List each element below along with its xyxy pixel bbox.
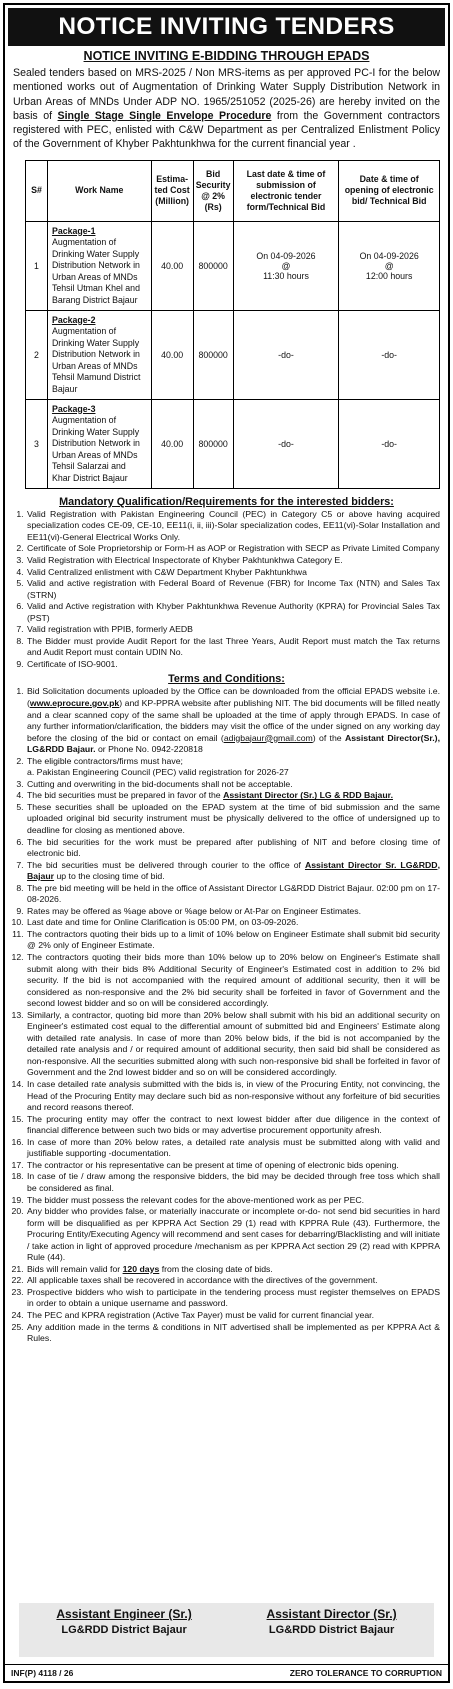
- cell-sno: 2: [26, 310, 48, 399]
- list-item: 8. The Bidder must provide Audit Report for the last Three Years, Audit Report must match the Tax returns and Audit Report must contain UDIN No.: [26, 636, 440, 659]
- qualification-heading: Mandatory Qualification/Requirements for the interested bidders:: [59, 495, 394, 508]
- header-last-date: Last date & time of submission of electronic tender form/Technical Bid: [233, 160, 339, 221]
- footer-reference: INF(P) 4118 / 26: [11, 1668, 74, 1678]
- email-link[interactable]: adigbajaur@gmail.com: [223, 732, 313, 743]
- header-sno: S#: [26, 160, 48, 221]
- signature-assistant-director: Assistant Director (Sr.) LG&RDD District Bajaur: [266, 1607, 397, 1636]
- cell-cost: 40.00: [151, 221, 193, 310]
- list-item: 17. The contractor or his representative can be present at time of opening of electronic bids opening.: [26, 1160, 440, 1172]
- list-item: 10. Last date and time for Online Clarification is 05:00 PM, on 03-09-2026.: [26, 917, 440, 929]
- package-label: Package-3: [51, 403, 96, 414]
- list-item: 21. Bids will remain valid for 120 days from the closing date of bids.: [26, 1264, 440, 1276]
- cell-work: Package-2 Augmentation of Drinking Water Supply Distribution Network in Urban Areas of MNDs Tehsil Mamund District Bajaur: [47, 310, 151, 399]
- table-header-row: [26, 160, 440, 221]
- cell-last-date: On 04-09-2026 @ 11:30 hours: [233, 221, 339, 310]
- procedure-highlight: Single Stage Single Envelope Procedure: [57, 109, 272, 122]
- tender-notice: [3, 3, 450, 1683]
- eprocure-link[interactable]: www.eprocure.gov.pk: [29, 697, 120, 708]
- list-item: 2. The eligible contractors/firms must have; a. Pakistan Engineering Council (PEC) valid registration for 2026-27: [26, 756, 440, 779]
- cell-sno: 3: [26, 399, 48, 488]
- cell-opening: -do-: [339, 399, 440, 488]
- terms-list: [13, 686, 440, 1344]
- header-opening: Date & time of opening of electronic bid/ Technical Bid: [339, 160, 440, 221]
- list-item: 14. In case detailed rate analysis submitted with the bids is, in view of the Procuring Entity, not convincing, the Head of the Procuring Entity may declare such bid as non-responsive without any forfeiture of bid securities and record reasons thereof.: [26, 1079, 440, 1114]
- list-item: 4. The bid securities must be prepared in favor of the Assistant Director (Sr.) LG & RDD Bajaur.: [26, 790, 440, 802]
- list-item: 15. The procuring entity may offer the contract to next lowest bidder after due diligence in the context of financial difference between such two bids or may advertise procurement opportunity afresh.: [26, 1114, 440, 1137]
- footer-bar: [5, 1664, 448, 1681]
- package-label: Package-2: [51, 314, 96, 325]
- table-row: [26, 310, 440, 399]
- signature-assistant-engineer: Assistant Engineer (Sr.) LG&RDD District Bajaur: [56, 1607, 192, 1636]
- qualification-list: [13, 509, 440, 671]
- header-security: Bid Security @ 2% (Rs): [193, 160, 233, 221]
- table-row: [26, 399, 440, 488]
- list-item: 6. Valid and Active registration with Khyber Pakhtunkhwa Revenue Authority (KPRA) for Provincial Sales Tax (PST): [26, 601, 440, 624]
- cell-opening: On 04-09-2026 @ 12:00 hours: [339, 221, 440, 310]
- cell-security: 800000: [193, 310, 233, 399]
- cell-sno: 1: [26, 221, 48, 310]
- notice-subtitle: NOTICE INVITING E-BIDDING THROUGH EPADS: [83, 49, 370, 63]
- list-item: 19. The bidder must possess the relevant codes for the above-mentioned work as per PEC.: [26, 1195, 440, 1207]
- list-item: 20. Any bidder who provides false, or materially inaccurate or incomplete or-do- not send bid securities in hard form will be disqualified as per KPPRA Act Section 29 (1) read with KPPRA Rule (43). Furthermore, the Procuring Entity/Executing Agency will recommend and sent cases for debarring/Blacklisting and will initiate / take action in light of approved procedure /mechanism as per KPPRA Act section 29 (2) read with KPPRA Rule (44).: [26, 1206, 440, 1264]
- header-work: Work Name: [47, 160, 151, 221]
- cell-opening: -do-: [339, 310, 440, 399]
- list-item: 9. Certificate of ISO-9001.: [26, 659, 440, 671]
- cell-work: Package-1 Augmentation of Drinking Water Supply Distribution Network in Urban Areas of MNDs Tehsil Utman Khel and Barang District Bajaur: [47, 221, 151, 310]
- list-item: 22. All applicable taxes shall be recovered in accordance with the directives of the government.: [26, 1275, 440, 1287]
- list-item: 3. Valid Registration with Electrical Inspectorate of Khyber Pakhtunkhwa Category E.: [26, 555, 440, 567]
- list-item: 8. The pre bid meeting will be held in the office of Assistant Director LG&RDD District Bajaur. 02:00 pm on 17-08-2026.: [26, 883, 440, 906]
- list-item: 25. Any addition made in the terms & conditions in NIT advertised shall be implemented as per KPPRA Act & Rules.: [26, 1322, 440, 1345]
- list-item: 18. In case of tie / draw among the responsive bidders, the bid may be decided through free toss which shall be considered as final.: [26, 1171, 440, 1194]
- cell-cost: 40.00: [151, 399, 193, 488]
- list-item: 6. The bid securities for the work must be prepared after publishing of NIT and before closing time of electronic bid.: [26, 837, 440, 860]
- list-item: 16. In case of more than 20% below rates, a detailed rate analysis must be submitted along with valid and justifiable supporting -documentation.: [26, 1137, 440, 1160]
- terms-heading: Terms and Conditions:: [168, 673, 285, 686]
- list-item: 4. Valid Centralized enlistment with C&W Department Khyber Pakhtunkhwa: [26, 567, 440, 579]
- footer-slogan: ZERO TOLERANCE TO CORRUPTION: [289, 1668, 442, 1678]
- cell-last-date: -do-: [233, 310, 339, 399]
- cell-work: Package-3 Augmentation of Drinking Water Supply Distribution Network in Urban Areas of MNDs Tehsil Salarzai and Khar District Bajaur: [47, 399, 151, 488]
- list-item: 9. Rates may be offered as %age above or %age below or At-Par on Engineer Estimates.: [26, 906, 440, 918]
- works-table: [25, 160, 440, 489]
- list-item: 13. Similarly, a contractor, quoting bid more than 20% below shall submit with his bid an additional security on Engineer's estimated cost equal to the differential amount of submitted bid and Engineers' Estimate along with detailed rate analysis. In case of more than 20% below bids, if the bid is not accompanied by the detailed rate analysis and / or required amount of additional security, then said bid shall be considered as non-responsive. All the securities submitted along with such non-responsive bid shall be forfeited in favor of Government and the 2nd lowest bidder and so on will be considered accordingly.: [26, 1010, 440, 1079]
- list-item: 5. Valid and active registration with Federal Board of Revenue (FBR) for Income Tax (NTN) and Sales Tax (STRN): [26, 578, 440, 601]
- list-item: 11. The contractors quoting their bids up to a limit of 10% below on Engineer Estimate shall submit bid security @ 2% only of Engineer Estimate.: [26, 929, 440, 952]
- list-item: 7. Valid registration with PPIB, formerly AEDB: [26, 624, 440, 636]
- list-item: 12. The contractors quoting their bids more than 10% below up to 20% below on Engineer's Estimate shall submit along with their bids 8% Additional Security of Engineer's Estimated cost in addition to 2% bid security. If the bid is not accompanied with the required amount of additional security, then it will be considered as non-responsive and the 2% bid security shall be forfeited in favor of Government and the second lowest bidder and so on will be considered accordingly.: [26, 952, 440, 1010]
- list-item: 24. The PEC and KPRA registration (Active Tax Payer) must be valid for current financial year.: [26, 1310, 440, 1322]
- header-cost: Estima-ted Cost (Million): [151, 160, 193, 221]
- list-item: 2. Certificate of Sole Proprietorship or Form-H as AOP or Registration with SECP as Private Limited Company: [26, 543, 440, 555]
- cell-last-date: -do-: [233, 399, 339, 488]
- list-item: 1. Bid Solicitation documents uploaded by the Office can be downloaded from the official EPADS website i.e. (www.eprocure.gov.pk) and KP-PPRA website after publishing NIT. The bid documents will be filled neatly and a clear scanned copy of the same shall be uploaded at the time of apply through EPADS. In case of any further information/clarification, the bidders may visit the office of the under signed on any working day before the closing of the bid or contact on email (adigbajaur@gmail.com) of the Assistant Director(Sr.), LG&RDD Bajaur. or Phone No. 0942-220818: [26, 686, 440, 755]
- list-item: 23. Prospective bidders who wish to participate in the tendering process must register themselves on EPADS in order to obtain a unique username and password.: [26, 1287, 440, 1310]
- list-item: 7. The bid securities must be delivered through courier to the office of Assistant Director Sr. LG&RDD, Bajaur up to the closing time of bid.: [26, 860, 440, 883]
- intro-paragraph: Sealed tenders based on MRS-2025 / Non MRS-items as per approved PC-I for the below mentioned works out of Augmentation of Drinking Water Supply Distribution Network in Urban Areas of MNDs Under ADP NO. 1965/251052 (2025-26) are hereby invited on the basis of Single Stage Single Envelope Procedure from the Government contractors registered with PEC, enlisted with C&W Department as per Centralized Enlistment Policy of the Government of Khyber Pakhtunkhwa for the current financial year .: [13, 67, 440, 151]
- notice-title: NOTICE INVITING TENDERS: [8, 8, 445, 46]
- signature-block: [19, 1603, 434, 1657]
- list-item: 3. Cutting and overwriting in the bid-documents shall not be acceptable.: [26, 779, 440, 791]
- table-row: [26, 221, 440, 310]
- cell-security: 800000: [193, 399, 233, 488]
- package-label: Package-1: [51, 225, 96, 236]
- cell-cost: 40.00: [151, 310, 193, 399]
- cell-security: 800000: [193, 221, 233, 310]
- list-item: 5. These securities shall be uploaded on the EPAD system at the time of bid submission and the same uploaded original bid security instrument must be physically delivered to the office of undersigned up to deadline for closing as mentioned above.: [26, 802, 440, 837]
- list-item: 1. Valid Registration with Pakistan Engineering Council (PEC) in Category C5 or above having acquired specialization codes CE-09, CE-10, EE11(i, ii, iii)-Solar specialization codes, EE11(vi)-Solar Installation and EE11(vi)-General Electrical Works Only.: [26, 509, 440, 544]
